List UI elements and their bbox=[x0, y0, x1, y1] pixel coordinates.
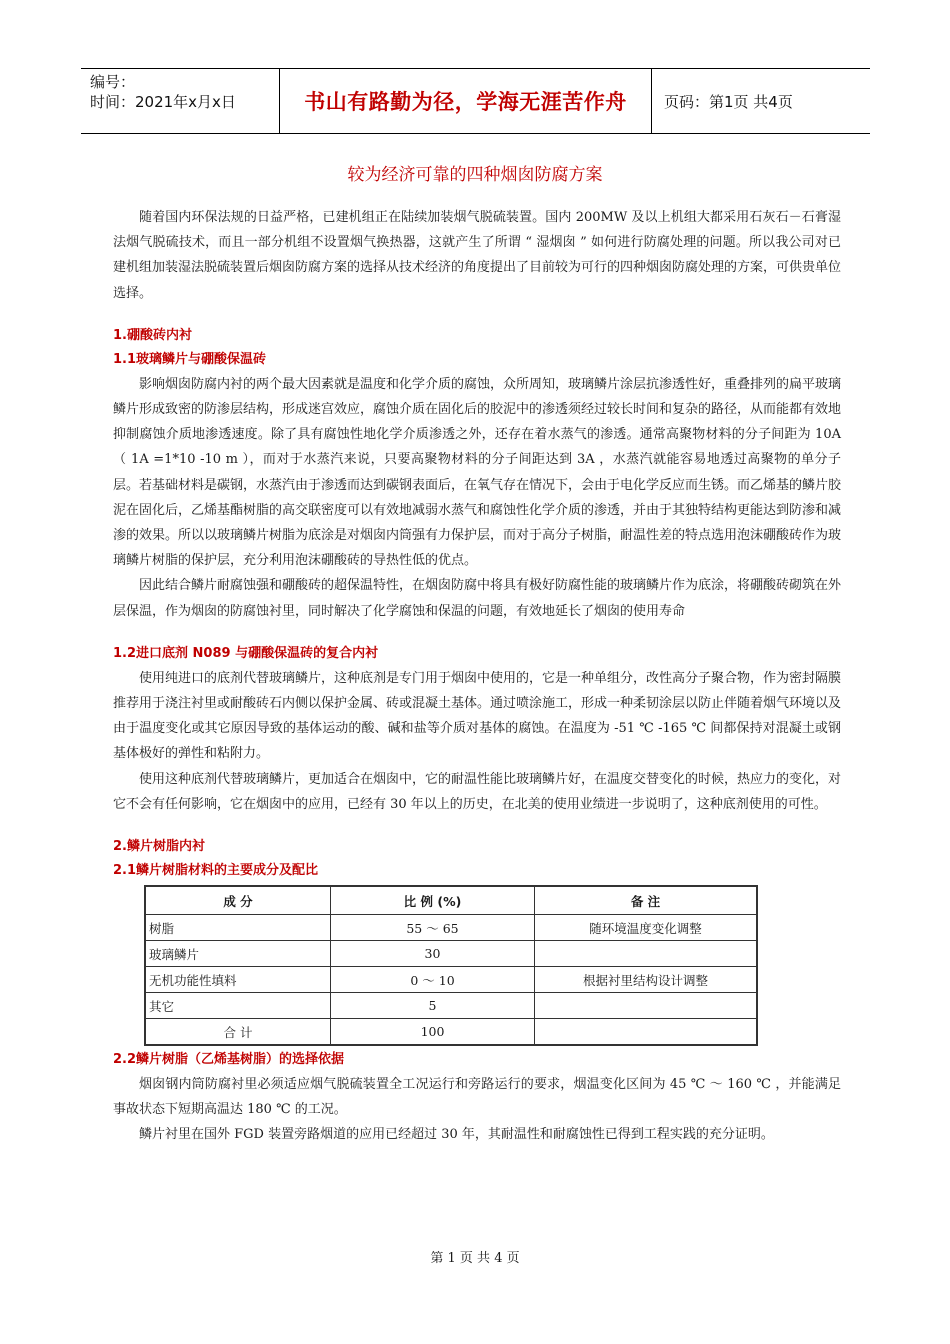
table-cell bbox=[535, 1019, 758, 1046]
page-header bbox=[81, 68, 870, 134]
section-1-2-paragraph-1: 使用纯进口的底剂代替玻璃鳞片，这种底剂是专门用于烟囱中使用的，它是一种单组分，改性高分子聚合物，作为密封隔膜推荐用于浇注衬里或耐酸砖石内侧以保护金属、砖或混凝土基体。通过喷涂施工，形成一种柔韧涂层以防止伴随着烟气环境以及由于温度变化或其它原因导致的基体运动的酸、碱和盐等介质对基体的腐蚀。在温度为 -51 ℃ -165 ℃ 间都保持对混凝土或钢基体极好的弹性和粘附力。 bbox=[113, 670, 842, 762]
section-1-2-heading: 1.2进口底剂 N089 与硼酸保温砖的复合内衬 bbox=[113, 645, 379, 661]
header-meta bbox=[81, 69, 280, 133]
header-motto: 书山有路勤为径，学海无涯苦作舟 bbox=[280, 69, 652, 133]
section-2-2-paragraph-2: 鳞片衬里在国外 FGD 装置旁路烟道的应用已经超过 30 年，其耐温性和耐腐蚀性已得到工程实践的充分证明。 bbox=[139, 1127, 774, 1143]
table-row bbox=[145, 915, 757, 941]
section-2-heading: 2.鳞片树脂内衬 bbox=[113, 839, 205, 855]
page-footer: 第 1 页 共 4 页 bbox=[430, 1251, 520, 1266]
intro-paragraph: 随着国内环保法规的日益严格，已建机组正在陆续加装烟气脱硫装置。国内 200MW 及以上机组大都采用石灰石－石膏湿法烟气脱硫技术，而且一部分机组不设置烟气换热器，这就产生了所谓 “ 湿烟囱 ” 如何进行防腐处理的问题。所以我公司对已建机组加装湿法脱硫装置后烟囱防腐方案的选择从技术经济的角度提出了目前较为可行的四种烟囱防腐处理的方案，可供贵单位选择。 bbox=[113, 210, 842, 301]
table-cell: 其它 bbox=[145, 993, 331, 1019]
table-row bbox=[145, 967, 757, 993]
table-cell: 树脂 bbox=[145, 915, 331, 941]
header-number-label: 编号： bbox=[90, 73, 136, 91]
table-header-cell: 成 分 bbox=[145, 886, 331, 915]
table-total-row bbox=[145, 1019, 757, 1046]
table-cell bbox=[535, 941, 758, 967]
header-time: 时间：2021年x月x日 bbox=[90, 93, 236, 111]
section-1-1-heading: 1.1玻璃鳞片与硼酸保温砖 bbox=[113, 351, 267, 367]
section-1-2-paragraph-2: 使用这种底剂代替玻璃鳞片，更加适合在烟囱中，它的耐温性能比玻璃鳞片好，在温度交替变化的时候，热应力的变化，对它不会有任何影响，它在烟囱中的应用，已经有 30 年以上的历史，在北美的使用业绩进一步说明了，这种底剂使用的可性。 bbox=[113, 771, 842, 812]
table-cell: 30 bbox=[331, 941, 535, 967]
table-row bbox=[145, 993, 757, 1019]
table-cell: 0 ～ 10 bbox=[331, 967, 535, 993]
table-cell: 55 ～ 65 bbox=[331, 915, 535, 941]
table-cell bbox=[535, 993, 758, 1019]
table-cell: 5 bbox=[331, 993, 535, 1019]
document-body bbox=[113, 205, 841, 1148]
section-1-heading: 1.硼酸砖内衬 bbox=[113, 327, 192, 343]
table-cell: 根据衬里结构设计调整 bbox=[535, 967, 758, 993]
table-total-value: 100 bbox=[331, 1019, 535, 1046]
table-row bbox=[145, 941, 757, 967]
section-1-1-paragraph-1: 影响烟囱防腐内衬的两个最大因素就是温度和化学介质的腐蚀，众所周知，玻璃鳞片涂层抗渗透性好，重叠排列的扁平玻璃鳞片形成致密的防渗层结构，形成迷宫效应，腐蚀介质在固化后的胶泥中的渗透须经过较长时间和复杂的路径，从而能都有效地抑制腐蚀介质地渗透速度。除了具有腐蚀性地化学介质渗透之外，还存在着水蒸气的渗透。通常高聚物材料的分子间距为 10A（ 1A =1*10 -10 m ），而对于水蒸汽来说，只要高聚物材料的分子间距达到 3A ，水蒸汽就能容易地透过高聚物的单分子层。若基础材料是碳钢，水蒸汽由于渗透而达到碳钢表面后，在氧气存在情况下，会由于电化学反应而生锈。而乙烯基的鳞片胶泥在固化后，乙烯基酯树脂的高交联密度可以有效地减弱水蒸气和腐蚀性化学介质的渗透，并由于其独特结构更能达到防渗和减渗的效果。所以以玻璃鳞片树脂为底涂是对烟囱内筒强有力保护层，而对于高分子树脂，耐温性差的特点选用泡沫硼酸砖作为玻璃鳞片树脂的保护层，充分利用泡沫硼酸砖的导热性低的优点。 bbox=[113, 376, 842, 569]
table-header-cell: 比 例 (%) bbox=[331, 886, 535, 915]
table-cell: 玻璃鳞片 bbox=[145, 941, 331, 967]
section-1-1-paragraph-2: 因此结合鳞片耐腐蚀强和硼酸砖的超保温特性，在烟囱防腐中将具有极好防腐性能的玻璃鳞片作为底涂，将硼酸砖砌筑在外层保温，作为烟囱的防腐蚀衬里，同时解决了化学腐蚀和保温的问题，有效地延长了烟囱的使用寿命 bbox=[113, 578, 842, 619]
document-title: 较为经济可靠的四种烟囱防腐方案 bbox=[347, 165, 603, 185]
table-header-cell: 备 注 bbox=[535, 886, 758, 915]
section-2-2-heading: 2.2鳞片树脂（乙烯基树脂）的选择依据 bbox=[113, 1052, 345, 1068]
table-cell: 随环境温度变化调整 bbox=[535, 915, 758, 941]
table-cell: 无机功能性填料 bbox=[145, 967, 331, 993]
section-2-1-heading: 2.1鳞片树脂材料的主要成分及配比 bbox=[113, 863, 319, 879]
section-2-2-paragraph-1: 烟囱钢内筒防腐衬里必须适应烟气脱硫装置全工况运行和旁路运行的要求，烟温变化区间为 45 ℃ ～ 160 ℃ ，并能满足事故状态下短期高温达 180 ℃ 的工况。 bbox=[113, 1077, 841, 1118]
header-page-code: 页码：第1页 共4页 bbox=[664, 92, 793, 111]
composition-table bbox=[144, 885, 758, 1046]
table-header-row bbox=[145, 886, 757, 915]
table-total-label: 合 计 bbox=[145, 1019, 331, 1046]
